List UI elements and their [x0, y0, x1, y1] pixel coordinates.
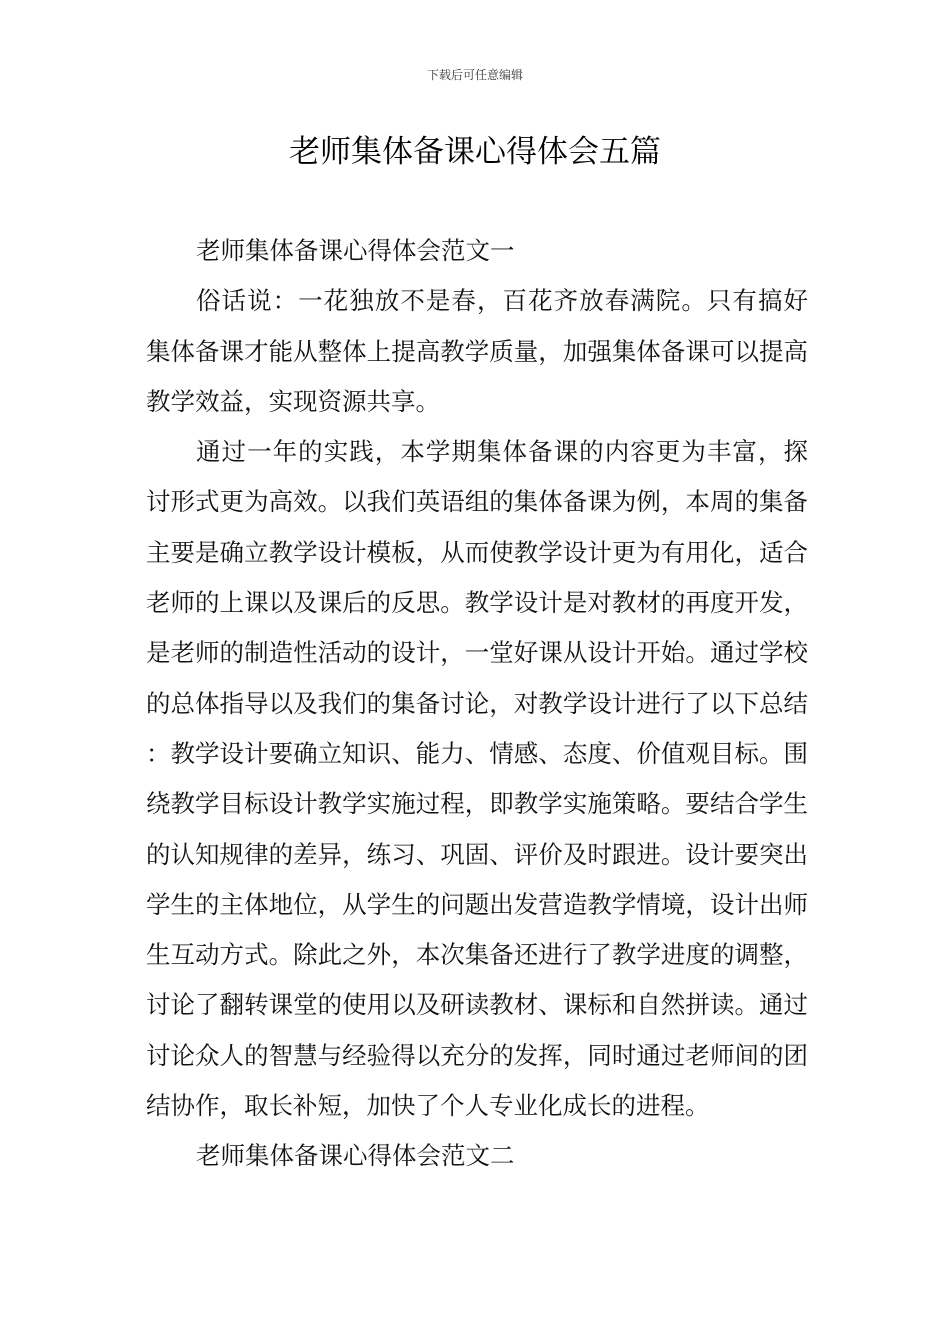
section-heading-2: 老师集体备课心得体会范文二: [196, 1141, 515, 1171]
page-title: 老师集体备课心得体会五篇: [289, 134, 661, 170]
document-body: [146, 226, 808, 1182]
section-heading-1: 老师集体备课心得体会范文一: [196, 236, 515, 265]
header-note: 下载后可任意编辑: [426, 68, 523, 82]
paragraph-1: 俗话说：一花独放不是春，百花齐放春满院。只有搞好集体备课才能从整体上提高教学质量，加强集体备课可以提高教学效益，实现资源共享。: [146, 286, 808, 416]
paragraph-2: 通过一年的实践，本学期集体备课的内容更为丰富，探讨形式更为高效。以我们英语组的集体备课为例，本周的集备主要是确立教学设计模板，从而使教学设计更为有用化，适合老师的上课以及课后的反思。教学设计是对教材的再度开发，是老师的制造性活动的设计，一堂好课从设计开始。通过学校的总体指导以及我们的集备讨论，对教学设计进行了以下总结：教学设计要确立知识、能力、情感、态度、价值观目标。围绕教学目标设计教学实施过程，即教学实施策略。要结合学生的认知规律的差异，练习、巩固、评价及时跟进。设计要突出学生的主体地位，从学生的问题出发营造教学情境，设计出师生互动方式。除此之外，本次集备还进行了教学进度的调整，讨论了翻转课堂的使用以及研读教材、课标和自然拼读。通过讨论众人的智慧与经验得以充分的发挥，同时通过老师间的团结协作，取长补短，加快了个人专业化成长的进程。: [146, 437, 808, 1121]
